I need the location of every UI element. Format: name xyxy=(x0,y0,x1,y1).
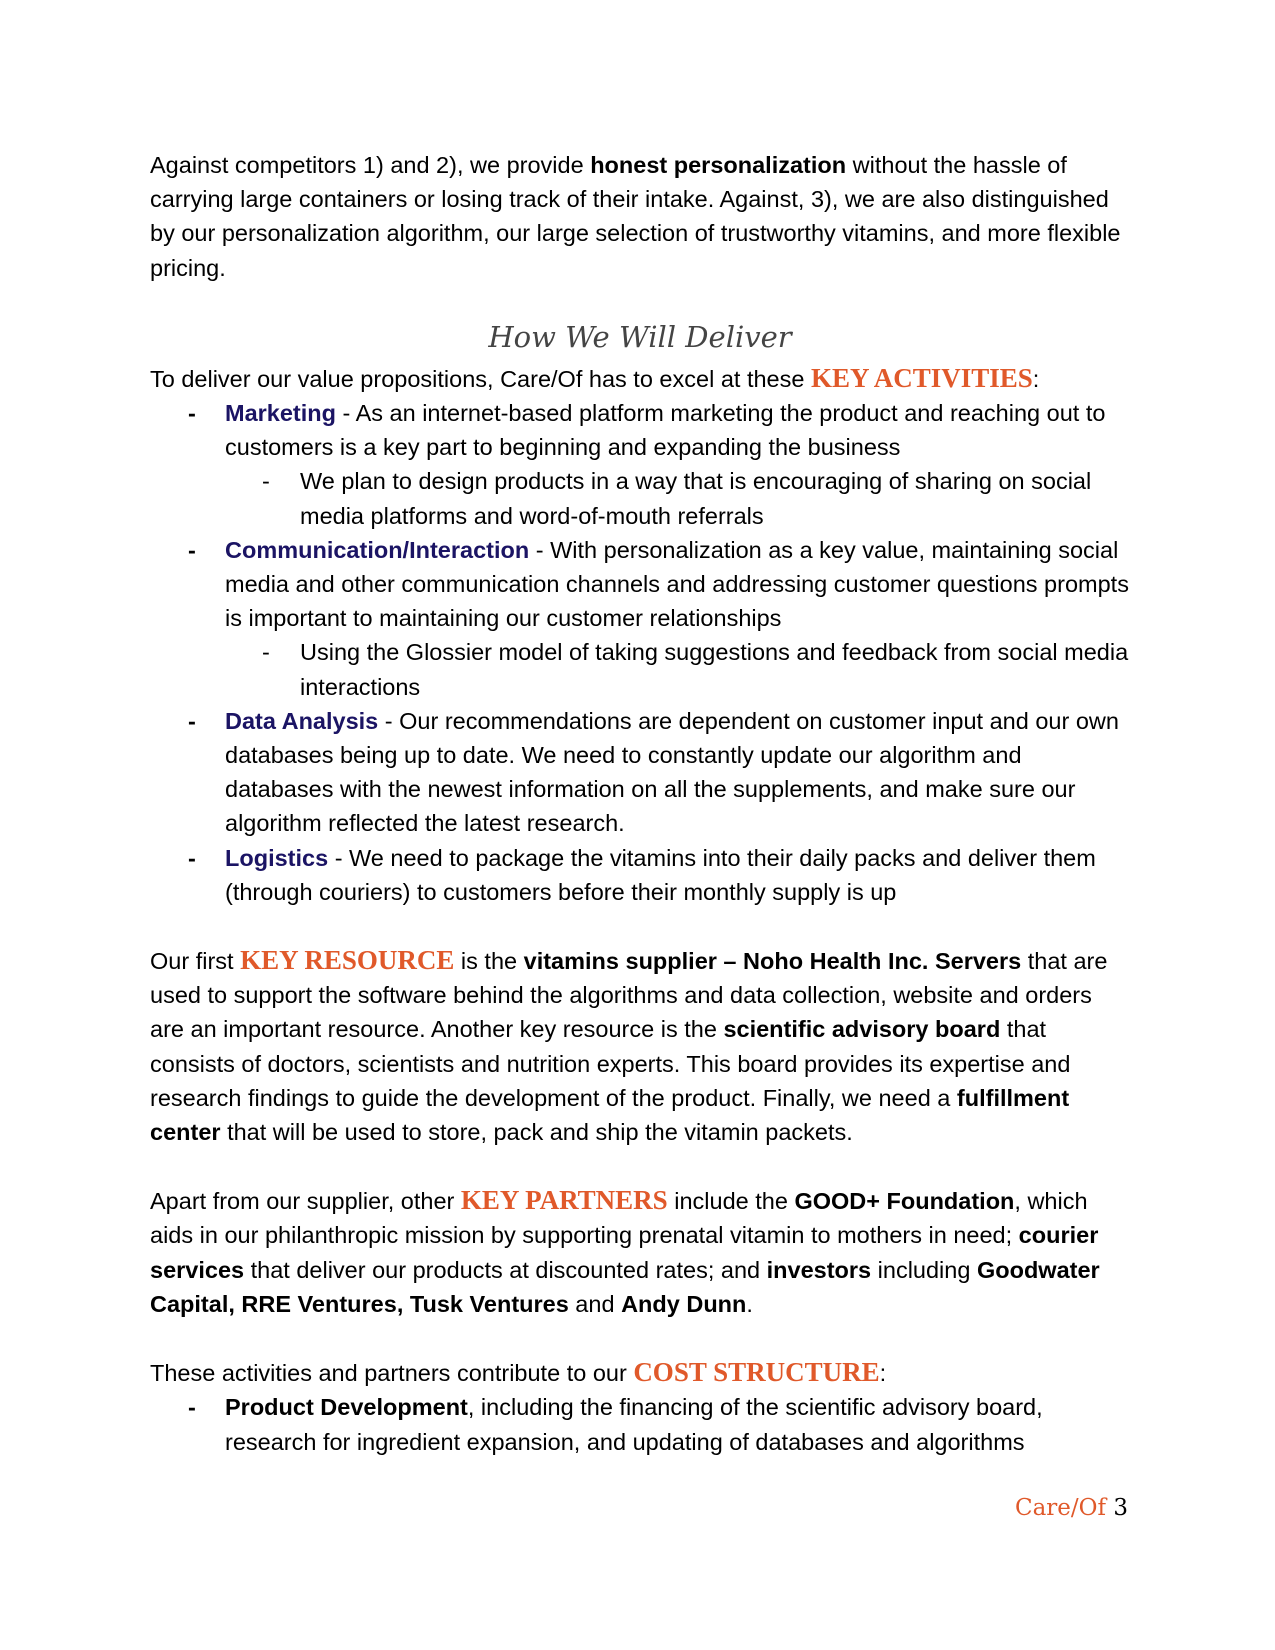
partners-bold: courier services xyxy=(150,1222,1099,1283)
spacer xyxy=(150,1149,1130,1183)
partners-text: , which aids in our philanthropic mission by supporting prenatal vitamin to mothers in need; xyxy=(150,1188,1088,1249)
partners-bold: Andy Dunn xyxy=(621,1290,747,1317)
partners-text: including xyxy=(871,1256,977,1283)
resource-text: that are used to support the software behind the algorithms and data collection, website and orders are an important resource. Another key resource is the xyxy=(150,948,1108,1043)
resource-text: is the xyxy=(454,948,524,975)
item-text: - As an internet-based platform marketing the product and reaching out to customers is a key part to beginning and expanding the business xyxy=(225,400,1106,461)
page-footer xyxy=(1015,1495,1128,1521)
list-item xyxy=(150,704,1130,841)
resource-bold: vitamins supplier – Noho Health Inc. Servers xyxy=(523,948,1022,975)
bullet-dash: - xyxy=(262,468,270,495)
list-item xyxy=(150,841,1130,909)
sub-list-item xyxy=(225,635,1130,703)
sub-list-item xyxy=(225,464,1130,532)
partners-text: that deliver our products at discounted rates; and xyxy=(244,1256,767,1283)
list-item xyxy=(150,396,1130,533)
key-resource-label: KEY RESOURCE xyxy=(240,945,455,976)
activities-lead xyxy=(150,361,1130,396)
sub-list xyxy=(225,635,1130,703)
partners-paragraph xyxy=(150,1183,1130,1321)
bullet-dash: - xyxy=(188,844,196,871)
spacer xyxy=(150,909,1130,943)
item-text: - We need to package the vitamins into their daily packs and deliver them (through couriers) to customers before their monthly supply is up xyxy=(225,844,1096,905)
intro-text: without the hassle of carrying large containers or losing track of their intake. Against, 3), we are also distinguished by our personalization algorithm, our large selection of trustworthy vitamins, and more flexible pricing. xyxy=(150,152,1121,281)
bullet-dash: - xyxy=(188,707,196,734)
key-activities-label: KEY ACTIVITIES xyxy=(810,362,1033,393)
key-partners-label: KEY PARTNERS xyxy=(460,1185,668,1216)
resource-text: Our first xyxy=(150,948,241,975)
cost-lead-text: These activities and partners contribute to our xyxy=(150,1360,634,1387)
page-number: 3 xyxy=(1113,1495,1128,1521)
bullet-dash: - xyxy=(188,400,196,427)
intro-bold: honest personalization xyxy=(590,152,847,178)
list-item xyxy=(150,1390,1130,1458)
partners-text: . xyxy=(746,1290,753,1317)
sub-item-text: We plan to design products in a way that is encouraging of sharing on social media platforms and word-of-mouth referrals xyxy=(300,468,1092,529)
partners-bold: Goodwater Capital, RRE Ventures, Tusk Ventures xyxy=(150,1256,1100,1317)
item-title: Product Development xyxy=(225,1394,468,1421)
item-title: Data Analysis xyxy=(225,707,379,734)
colon: : xyxy=(1032,365,1040,392)
sub-list xyxy=(225,464,1130,532)
item-title: Communication/Interaction xyxy=(225,536,530,563)
spacer xyxy=(150,1321,1130,1355)
colon: : xyxy=(879,1360,887,1387)
partners-text: and xyxy=(568,1290,622,1317)
sub-item-text: Using the Glossier model of taking suggestions and feedback from social media interactions xyxy=(300,639,1129,700)
bullet-dash: - xyxy=(262,639,270,666)
item-text: , including the financing of the scientific advisory board, research for ingredient expansion, and updating of databases and algorithms xyxy=(225,1394,1043,1455)
item-text: - With personalization as a key value, maintaining social media and other communication channels and addressing customer questions prompts is important to maintaining our customer relationships xyxy=(225,536,1129,632)
cost-structure-label: COST STRUCTURE xyxy=(633,1357,880,1388)
list-item xyxy=(150,533,1130,704)
activities-lead-text: To deliver our value propositions, Care/Of has to excel at these xyxy=(150,365,811,392)
cost-lead xyxy=(150,1355,1130,1390)
resource-text: that consists of doctors, scientists and nutrition experts. This board provides its expertise and research findings to guide the development of the product. Finally, we need a xyxy=(150,1016,1071,1111)
item-title: Logistics xyxy=(225,844,329,871)
intro-paragraph xyxy=(150,148,1130,285)
item-title: Marketing xyxy=(225,400,336,427)
partners-bold: investors xyxy=(766,1256,872,1283)
bullet-dash: - xyxy=(188,536,196,563)
resource-bold: scientific advisory board xyxy=(723,1016,1001,1043)
resource-text: that will be used to store, pack and ship the vitamin packets. xyxy=(220,1119,853,1146)
section-heading: How We Will Deliver xyxy=(488,319,792,354)
item-text: - Our recommendations are dependent on customer input and our own databases being up to date. We need to constantly update our algorithm and databases with the newest information on all the supplements, and make sure our algorithm reflected the latest research. xyxy=(225,707,1119,837)
bullet-dash: - xyxy=(188,1394,196,1421)
footer-brand: Care/Of xyxy=(1015,1495,1107,1521)
intro-text: Against competitors 1) and 2), we provide xyxy=(150,152,591,178)
resource-bold: fulfillment center xyxy=(150,1084,1070,1146)
document-page xyxy=(150,148,1130,1459)
resource-paragraph xyxy=(150,943,1130,1149)
activities-list xyxy=(150,396,1130,909)
cost-list xyxy=(150,1390,1130,1458)
partners-text: include the xyxy=(667,1188,795,1215)
partners-bold: GOOD+ Foundation xyxy=(794,1188,1015,1215)
partners-text: Apart from our supplier, other xyxy=(150,1188,461,1215)
